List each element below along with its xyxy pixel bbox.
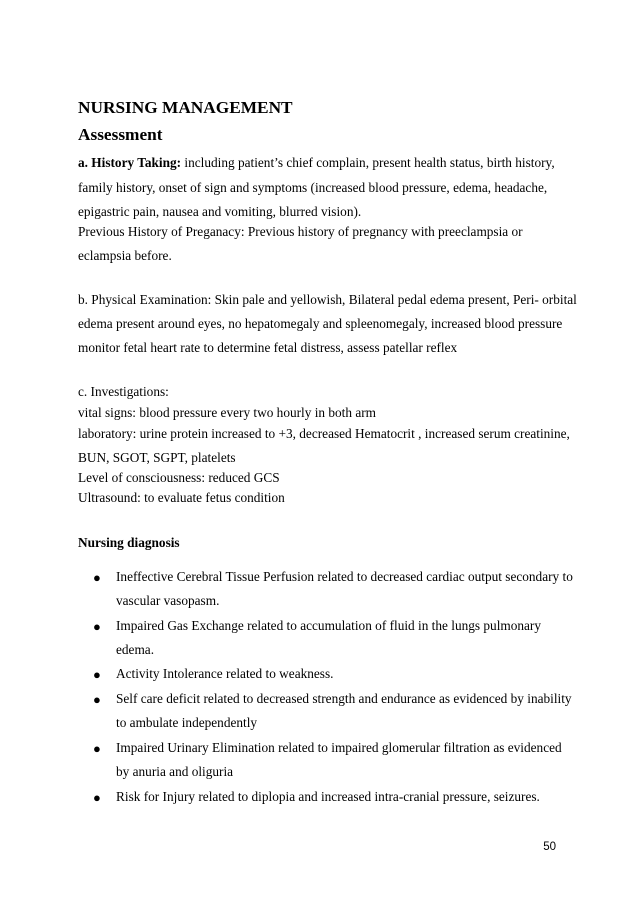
investigations-consciousness: Level of consciousness: reduced GCS xyxy=(78,470,280,485)
history-line-3: epigastric pain, nausea and vomiting, blurred vision). xyxy=(78,204,362,219)
diagnosis-1-line-2: vascular vasopasm. xyxy=(116,593,220,608)
diagnosis-1-line-1: Ineffective Cerebral Tissue Perfusion related to decreased cardiac output secondary to xyxy=(116,569,573,584)
diagnosis-3-line-1: Activity Intolerance related to weakness. xyxy=(116,666,334,681)
bullet-icon: ● xyxy=(93,692,101,707)
bullet-icon: ● xyxy=(93,741,101,756)
physical-exam-line-2: edema present around eyes, no hepatomegaly and spleenomegaly, increased blood pressure xyxy=(78,316,563,331)
history-label: a. History Taking: xyxy=(78,155,182,170)
bullet-icon: ● xyxy=(93,667,101,682)
previous-history-line-2: eclampsia before. xyxy=(78,248,172,263)
diagnosis-5-line-2: by anuria and oliguria xyxy=(116,764,234,779)
physical-exam-line-3: monitor fetal heart rate to determine fetal distress, assess patellar reflex xyxy=(78,340,458,355)
history-text: including patient’s chief complain, present health status, birth history, xyxy=(181,155,555,170)
investigations-heading: c. Investigations: xyxy=(78,384,169,399)
diagnosis-4-line-1: Self care deficit related to decreased strength and endurance as evidenced by inability xyxy=(116,691,572,706)
physical-exam-line-1: b. Physical Examination: Skin pale and yellowish, Bilateral pedal edema present, Peri- orbital xyxy=(78,292,577,307)
previous-history-line-1: Previous History of Preganacy: Previous history of pregnancy with preeclampsia or xyxy=(78,224,523,239)
diagnosis-4-line-2: to ambulate independently xyxy=(116,715,258,730)
diagnosis-6-line-1: Risk for Injury related to diplopia and increased intra-cranial pressure, seizures. xyxy=(116,789,540,804)
diagnosis-2-line-1: Impaired Gas Exchange related to accumulation of fluid in the lungs pulmonary xyxy=(116,618,542,633)
bullet-icon: ● xyxy=(93,790,101,805)
history-line-2: family history, onset of sign and symptoms (increased blood pressure, edema, headache, xyxy=(78,180,548,195)
bullet-icon: ● xyxy=(93,619,101,634)
investigations-lab-1: laboratory: urine protein increased to +3, decreased Hematocrit , increased serum creatinine, xyxy=(78,426,570,441)
bullet-icon: ● xyxy=(93,570,101,585)
history-line-1 xyxy=(78,155,555,171)
section-title: NURSING MANAGEMENT xyxy=(78,98,293,117)
investigations-ultrasound: Ultrasound: to evaluate fetus condition xyxy=(78,490,285,505)
assessment-heading: Assessment xyxy=(78,125,163,144)
diagnosis-5-line-1: Impaired Urinary Elimination related to impaired glomerular filtration as evidenced xyxy=(116,740,562,755)
page-number: 50 xyxy=(543,841,556,853)
diagnosis-2-line-2: edema. xyxy=(116,642,155,657)
investigations-lab-2: BUN, SGOT, SGPT, platelets xyxy=(78,450,236,465)
nursing-diagnosis-heading: Nursing diagnosis xyxy=(78,535,180,550)
investigations-vitals: vital signs: blood pressure every two hourly in both arm xyxy=(78,405,377,420)
